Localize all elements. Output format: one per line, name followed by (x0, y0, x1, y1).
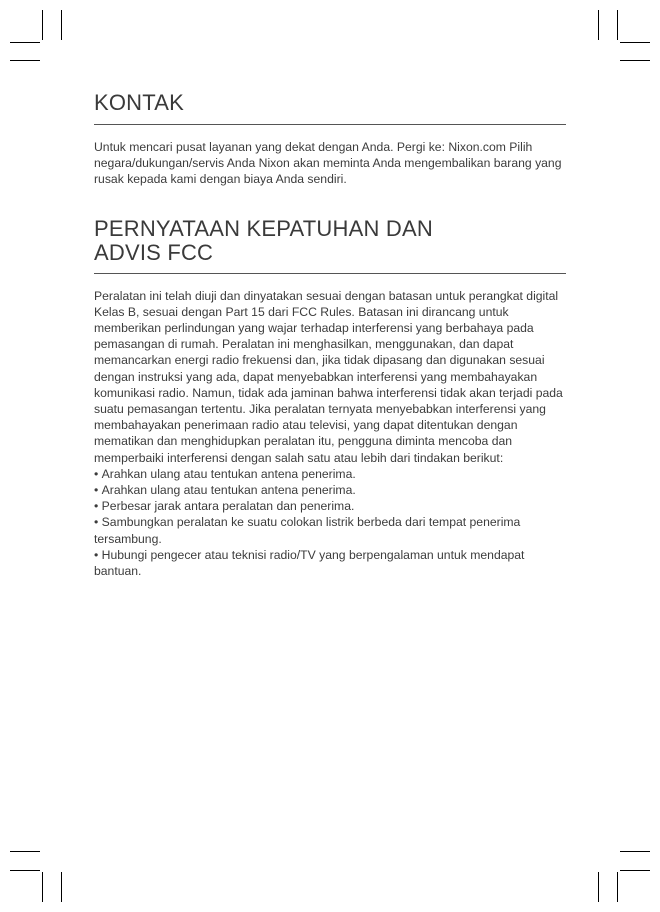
crop-mark (598, 10, 599, 40)
page-content (94, 91, 566, 579)
crop-mark (61, 872, 62, 902)
fcc-heading-line1: PERNYATAAN KEPATUHAN DAN (94, 215, 433, 241)
crop-mark (620, 870, 650, 871)
fcc-heading (94, 217, 566, 265)
kontak-body: Untuk mencari pusat layanan yang dekat dengan Anda. Pergi ke: Nixon.com Pilih negara/dukungan/servis Anda Nixon akan meminta Anda mengembalikan barang yang rusak kepada kami dengan biaya Anda sendiri. (94, 140, 562, 187)
crop-mark (10, 851, 40, 852)
kontak-section (94, 91, 566, 188)
crop-mark (10, 42, 40, 43)
kontak-heading: KONTAK (94, 90, 185, 115)
crop-mark (617, 10, 618, 40)
heading-rule (94, 273, 566, 274)
list-item: • Perbesar jarak antara peralatan dan penerima. (94, 498, 566, 514)
crop-mark (620, 60, 650, 61)
crop-mark (620, 851, 650, 852)
list-item: • Arahkan ulang atau tentukan antena penerima. (94, 482, 566, 498)
list-item: • Hubungi pengecer atau teknisi radio/TV yang berpengalaman untuk mendapat bantuan. (94, 547, 566, 579)
heading-rule (94, 124, 566, 125)
fcc-heading-line2: ADVIS FCC (94, 239, 214, 265)
crop-mark (42, 10, 43, 40)
crop-mark (61, 10, 62, 40)
crop-mark (42, 872, 43, 902)
list-item: • Arahkan ulang atau tentukan antena penerima. (94, 466, 566, 482)
fcc-body: Peralatan ini telah diuji dan dinyatakan sesuai dengan batasan untuk perangkat digital Kelas B, sesuai dengan Part 15 dari FCC Rules. Batasan ini dirancang untuk memberikan perlindungan yang wajar terhadap interferensi yang berbahaya pada pemasangan di rumah. Peralatan ini menghasilkan, menggunakan, dan dapat memancarkan energi radio frekuensi dan, jika tidak dipasang dan digunakan sesuai dengan instruksi yang ada, dapat menyebabkan interferensi yang membahayakan komunikasi radio. Namun, tidak ada jaminan bahwa interferensi tidak akan terjadi pada suatu pemasangan tertentu. Jika peralatan ternyata menyebabkan interferensi yang membahayakan penerimaan radio atau televisi, yang dapat ditentukan dengan mematikan dan menghidupkan peralatan itu, pengguna diminta mencoba dan memperbaiki interferensi dengan salah satu atau lebih dari tindakan berikut: (94, 288, 563, 465)
crop-mark (10, 870, 40, 871)
crop-mark (598, 872, 599, 902)
crop-mark (617, 872, 618, 902)
fcc-section (94, 217, 566, 580)
fcc-bullet-list (94, 466, 566, 579)
list-item: • Sambungkan peralatan ke suatu colokan listrik berbeda dari tempat penerima tersambung. (94, 514, 566, 546)
crop-mark (10, 60, 40, 61)
crop-mark (620, 42, 650, 43)
